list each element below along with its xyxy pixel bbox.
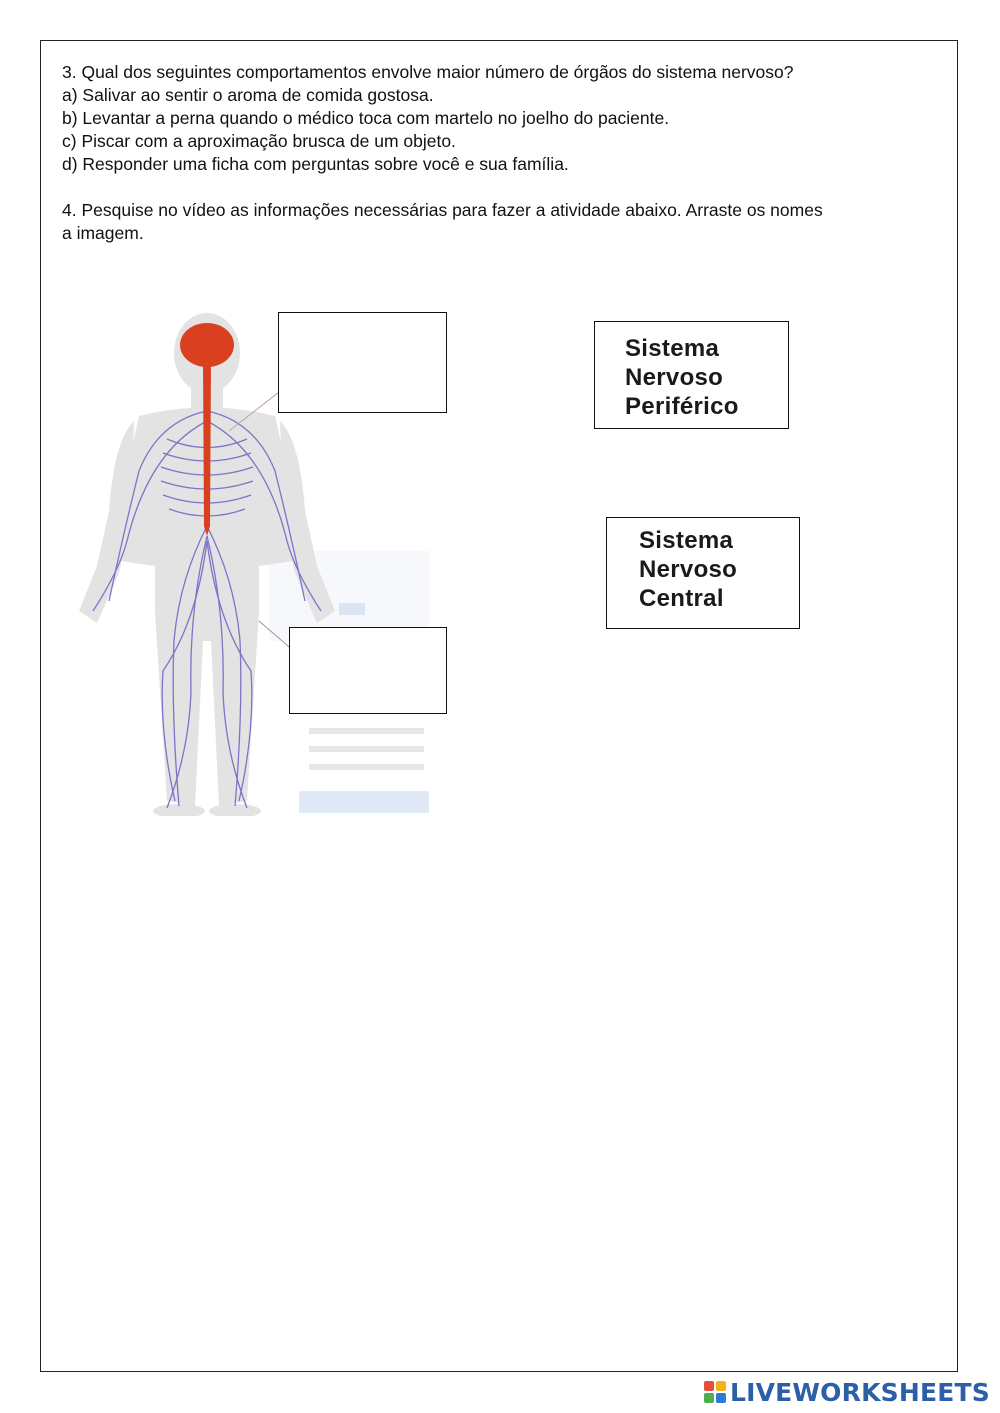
question-3-option-c: c) Piscar com a aproximação brusca de um objeto. [62, 131, 456, 151]
questions-block [62, 61, 942, 245]
question-3-option-a: a) Salivar ao sentir o aroma de comida gostosa. [62, 85, 434, 105]
drop-target-bottom[interactable] [289, 627, 447, 714]
question-3-option-b: b) Levantar a perna quando o médico toca com martelo no joelho do paciente. [62, 108, 670, 128]
brand-name: LIVEWORKSHEETS [729, 1377, 990, 1407]
label-card-peripheral-line2: Nervoso [625, 364, 724, 391]
drop-target-top[interactable] [278, 312, 447, 413]
label-card-central-line2: Nervoso [639, 556, 738, 583]
label-card-peripheral[interactable] [594, 321, 789, 429]
liveworksheets-logo-icon [704, 1381, 726, 1403]
question-3-option-d: d) Responder uma ficha com perguntas sobre você e sua família. [62, 154, 569, 174]
question-3-text: 3. Qual dos seguintes comportamentos envolve maior número de órgãos do sistema nervoso? [62, 62, 794, 82]
spinal-cord [203, 363, 211, 536]
question-4-text-line2: a imagem. [62, 223, 144, 243]
label-card-central[interactable] [606, 517, 800, 629]
label-card-peripheral-line3: Periférico [625, 393, 739, 420]
worksheet-frame [40, 40, 958, 1372]
question-4-text-line1: 4. Pesquise no vídeo as informações necessárias para fazer a atividade abaixo. Arraste os nomes [62, 200, 823, 220]
spacer [62, 176, 942, 199]
footer-branding [704, 1377, 990, 1407]
label-card-peripheral-line1: Sistema [625, 335, 720, 362]
label-card-central-line3: Central [639, 585, 724, 612]
label-card-central-line1: Sistema [639, 527, 734, 554]
brain [180, 323, 234, 367]
